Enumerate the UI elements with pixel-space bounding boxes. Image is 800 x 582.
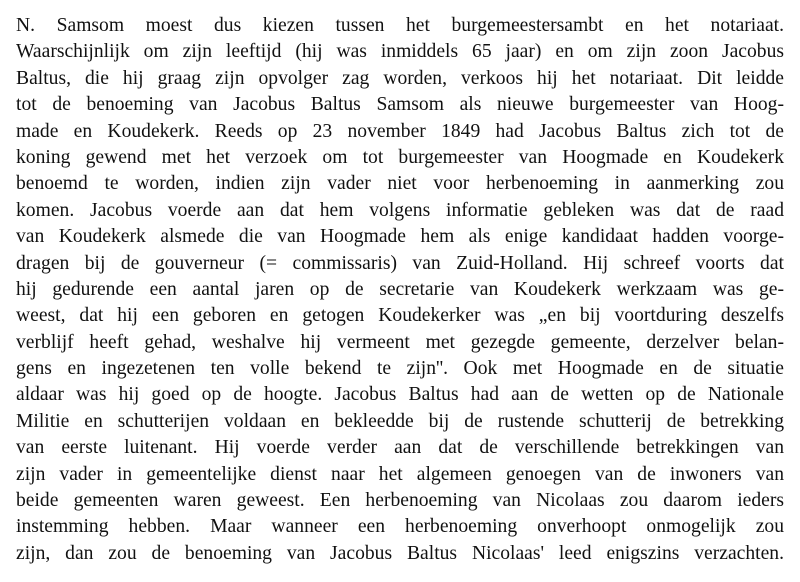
text-line-20: instemming hebben. Maar wanneer een herbenoeming onverhoopt onmogelijk zou — [16, 516, 784, 538]
text-line-16: Militie en schutterijen voldaan en bekleedde bij de rustende schutterij de betrekking — [16, 410, 784, 432]
text-line-9: van Koudekerk alsmede die van Hoogmade hem als enige kandidaat hadden voorge- — [16, 226, 784, 248]
text-line-14: gens en ingezetenen ten volle bekend te zijn''. Ook met Hoogmade en de situatie — [16, 358, 784, 380]
text-line-1: N. Samsom moest dus kiezen tussen het burgemeestersambt en het notariaat. — [16, 15, 784, 36]
text-line-18: zijn vader in gemeentelijke dienst naar het algemeen genoegen van de inwoners van — [16, 463, 784, 485]
text-line-12: weest, dat hij een geboren en getogen Koudekerker was „en bij voortduring deszelfs — [16, 305, 784, 327]
text-line-11: hij gedurende een aantal jaren op de secretarie van Koudekerk werkzaam was ge- — [16, 278, 784, 300]
text-line-13: verblijf heeft gehad, weshalve hij vermeent met gezegde gemeente, derzelver belan- — [16, 331, 784, 353]
text-line-4: tot de benoeming van Jacobus Baltus Samsom als nieuwe burgemeester van Hoog- — [16, 94, 784, 116]
text-line-15: aldaar was hij goed op de hoogte. Jacobus Baltus had aan de wetten op de Nationale — [16, 384, 784, 406]
text-line-3: Baltus, die hij graag zijn opvolger zag worden, verkoos hij het notariaat. Dit leidde — [16, 67, 784, 89]
text-line-7: benoemd te worden, indien zijn vader niet voor herbenoeming in aanmerking zou — [16, 173, 784, 195]
text-line-17: van eerste luitenant. Hij voerde verder aan dat de verschillende betrekkingen van — [16, 437, 784, 459]
text-line-6: koning gewend met het verzoek om tot burgemeester van Hoogmade en Koudekerk — [16, 146, 784, 168]
body-paragraph — [16, 13, 784, 567]
text-line-21: zijn, dan zou de benoeming van Jacobus Baltus Nicolaas' leed enigszins verzachten. — [16, 542, 784, 564]
text-line-8: komen. Jacobus voerde aan dat hem volgens informatie gebleken was dat de raad — [16, 199, 784, 221]
text-line-5: made en Koudekerk. Reeds op 23 november 1849 had Jacobus Baltus zich tot de — [16, 120, 784, 142]
text-line-19: beide gemeenten waren geweest. Een herbenoeming van Nicolaas zou daarom ieders — [16, 490, 784, 512]
text-line-2: Waarschijnlijk om zijn leeftijd (hij was inmiddels 65 jaar) en om zijn zoon Jacobus — [16, 41, 784, 63]
text-line-10: dragen bij de gouverneur (= commissaris) van Zuid-Holland. Hij schreef voorts dat — [16, 252, 784, 274]
